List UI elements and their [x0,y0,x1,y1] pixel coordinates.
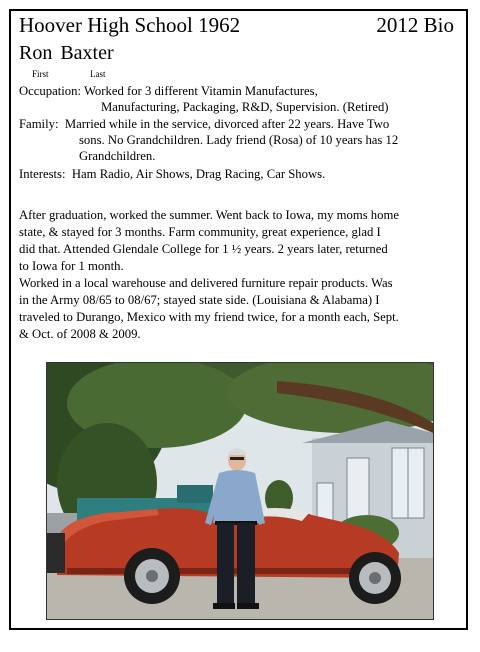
family-line-1: Married while in the service, divorced after 22 years. Have Two [64,117,390,131]
family-line-3: Grandchildren. [79,149,156,163]
occupation-line-2: Manufacturing, Packaging, R&D, Supervision. (Retired) [101,100,389,114]
bio-year-title: 2012 Bio [376,13,454,37]
occupation-line-1: Worked for 3 different Vitamin Manufactures, [83,84,318,98]
photo-illustration [47,363,433,619]
interests-label: Interests: [19,167,66,181]
first-caption: First [32,69,49,79]
last-caption: Last [90,69,106,79]
bio-line: & Oct. of 2008 & 2009. [19,327,141,341]
family-row [19,117,389,132]
interests-text: Ham Radio, Air Shows, Drag Racing, Car Shows. [71,167,326,181]
bio-line: traveled to Durango, Mexico with my friend twice, for a month each, Sept. [19,310,399,324]
first-name: Ron [19,42,53,64]
person-name [19,42,114,65]
occupation-label: Occupation: [19,84,82,98]
family-line-2: sons. No Grandchildren. Lady friend (Rosa) of 10 years has 12 [79,133,399,147]
occupation-row [19,84,318,99]
bio-line: Worked in a local warehouse and delivered furniture repair products. Was [19,276,393,290]
bio-paragraph [19,207,464,343]
bio-line: in the Army 08/65 to 08/67; stayed state side. (Louisiana & Alabama) I [19,293,380,307]
school-title: Hoover High School 1962 [19,13,241,37]
last-name: Baxter [60,42,114,64]
bio-page [9,9,468,630]
car-photo [46,362,434,620]
interests-row [19,167,325,182]
bio-line: to Iowa for 1 month. [19,259,124,273]
family-label: Family: [19,117,59,131]
bio-line: After graduation, worked the summer. Went back to Iowa, my moms home [19,208,399,222]
bio-line: did that. Attended Glendale College for 1 ½ years. 2 years later, returned [19,242,388,256]
bio-line: state, & stayed for 3 months. Farm community, great experience, glad I [19,225,381,239]
